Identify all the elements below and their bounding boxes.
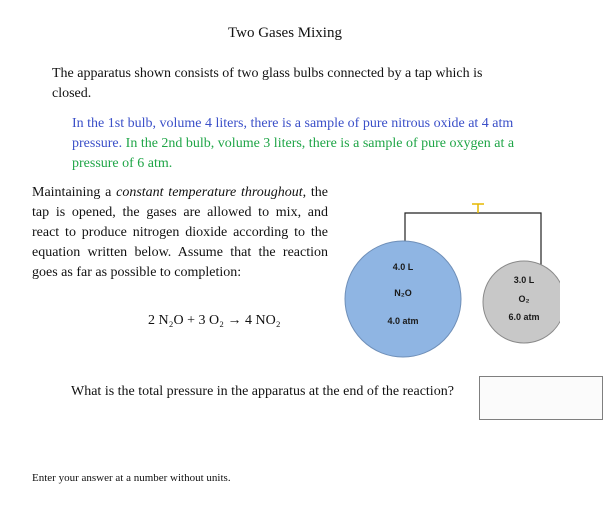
bulb2-pressure: 6.0 atm [508, 312, 540, 322]
bulb1-info-text: In the 1st bulb, volume 4 liters, there is a sample of pure nitrous oxide at 4 atm pressure. [72, 116, 514, 151]
procedure-text [32, 183, 328, 283]
procedure-part1: Maintaining a [32, 185, 117, 200]
bulb1-gas: N₂O [394, 288, 412, 298]
procedure-part2: , the tap is opened, the gases are allowed to mix, and react to produce nitrogen dioxide according to the equation written below. Assume that the reaction goes as far as possible to completion: [32, 185, 328, 280]
bulb2-gas: O₂ [518, 294, 530, 304]
bulb1-pressure: 4.0 atm [387, 316, 419, 326]
bulb2-info-text: In the 2nd bulb, volume 3 liters, there is a sample of pure oxygen at a pressure of 6 atm. [72, 136, 515, 171]
reaction-equation: 2 N₂O + 3 O₂ → 4 NO₂ [148, 313, 281, 328]
question-text: What is the total pressure in the apparatus at the end of the reaction? [71, 384, 454, 399]
apparatus-diagram [340, 195, 560, 370]
procedure-italic: constant temperature throughout [116, 185, 303, 200]
tap-icon[interactable] [472, 204, 484, 213]
bulb-info-paragraph [72, 114, 542, 174]
bulb1 [345, 241, 461, 357]
bulb1-volume: 4.0 L [392, 262, 414, 272]
page-title: Two Gases Mixing [228, 25, 342, 41]
answer-instructions: Enter your answer at a number without units. [32, 472, 231, 484]
answer-input[interactable] [479, 376, 603, 420]
intro-text: The apparatus shown consists of two glass bulbs connected by a tap which is closed. [52, 66, 483, 101]
bulb2-volume: 3.0 L [513, 275, 535, 285]
